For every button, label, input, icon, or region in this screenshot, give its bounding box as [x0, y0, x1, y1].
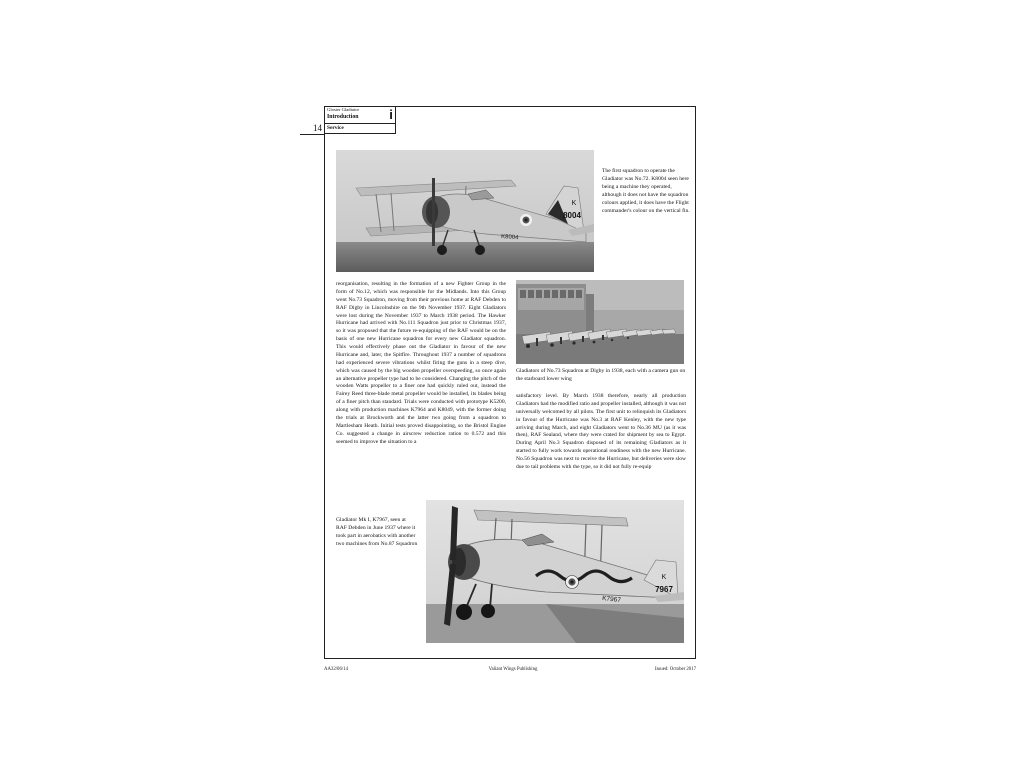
- bottom-aircraft-photo: [426, 500, 684, 643]
- page-number: 14: [313, 123, 322, 133]
- top-aircraft-photo: [336, 150, 594, 272]
- header-divider: [324, 123, 395, 124]
- fuselage-serial: K8004: [500, 234, 519, 242]
- top-photo-caption: The first squadron to operate the Gladiator was No.72. K8004 seen here being a machine they operated, although it does not have the squadron colours applied, it does have the Flight commander's colour on the vertical fin.: [602, 168, 690, 214]
- footer-issue-date: Issued: October 2017: [654, 667, 696, 672]
- fin-serial: 7967: [655, 585, 673, 594]
- body-column-left: reorganisation, resulting in the formation of a new Fighter Group in the form of No.12, which was responsible for the Midlands. Into this Group went No.73 Squadron, moving from their previous home at RAF Debden to RAF Digby in Lincolnshire on the 9th November 1937. Eight Gladiators were lost during the November 1937 to March 1938 period. The Hawker Hurricane had arrived with No.111 Squadron just prior to Christmas 1937, so it was proposed that the future re-equipping of the RAF would be on the basis of one new Hurricane squadron for every new Gladiator squadron. This would effectively phase out the Gladiator in favour of the new Hurricane and, later, the Spitfire. Throughout 1937 a number of squadrons had experienced severe vibrations whilst firing the guns in a steep dive, which was caused by the big wooden propeller overspeeding, so once again an alternative propeller type had to be considered. Changing the pitch of the wooden Watts propeller to a finer one had quickly ruled out, instead the Fairey Reed three-blade metal propeller would be installed, its blades being of a finer pitch than standard. Trials were conducted with prototype K5200, along with production machines K7964 and K8049, with the former doing the trials at Brockworth and the latter two going from a squadron to Martlesham Heath. Initial tests proved disappointing, so the Bristol Engine Co. suggested a change in airscrew reduction ration to 0.572 and this seemed to improve the situation to a: [336, 281, 506, 445]
- footer-publisher: Valiant Wings Publishing: [488, 667, 538, 672]
- fin-serial: 8004: [563, 211, 581, 220]
- chapter-title: Service: [327, 125, 344, 131]
- body-column-right: satisfactory level. By March 1938 therefore, nearly all production Gladiators had the modified ratio and propeller installed, although it was not universally welcomed by all pilots. The first unit to relinquish its Gladiators in favour of the Hurricane was No.3 at RAF Kenley, with the new type arriving during March, and eight Gladiators went to No.36 MU (as it was then), RAF Sealand, where they were crated for shipment by sea to Egypt. During April No.3 Squadron disposed of its remaining Gladiators as it started to fully work towards operational readiness with the new Hurricane. No.56 Squadron was next to receive the Hurricane, but deliveries were slow due to tail problems with the type, so it did not fully re-equip: [516, 393, 686, 470]
- series-title: Gloster Gladiator: [327, 107, 360, 112]
- page-number-rule: [300, 134, 324, 135]
- biplane-k8004-image: [336, 150, 594, 272]
- info-icon: i: [389, 107, 393, 122]
- page-header: [324, 106, 396, 134]
- middle-photo-caption: Gladiators of No.73 Squadron at Digby in 1938, each with a camera gun on the starboard lower wing: [516, 368, 686, 382]
- section-title: Introduction: [327, 114, 359, 120]
- fin-letter: K: [661, 574, 667, 581]
- fin-letter: K: [571, 200, 577, 207]
- biplane-k7967-image: [426, 500, 684, 643]
- squadron-lineup-image: [516, 280, 684, 364]
- footer-reference: AA32/06/14: [324, 667, 348, 672]
- bottom-photo-caption: Gladiator Mk I, K7967, seen at RAF Debden in June 1937 where it took part in aerobatics with another two machines from No.87 Squadron: [336, 517, 418, 547]
- fuselage-serial: K7967: [601, 595, 622, 604]
- middle-lineup-photo: [516, 280, 684, 364]
